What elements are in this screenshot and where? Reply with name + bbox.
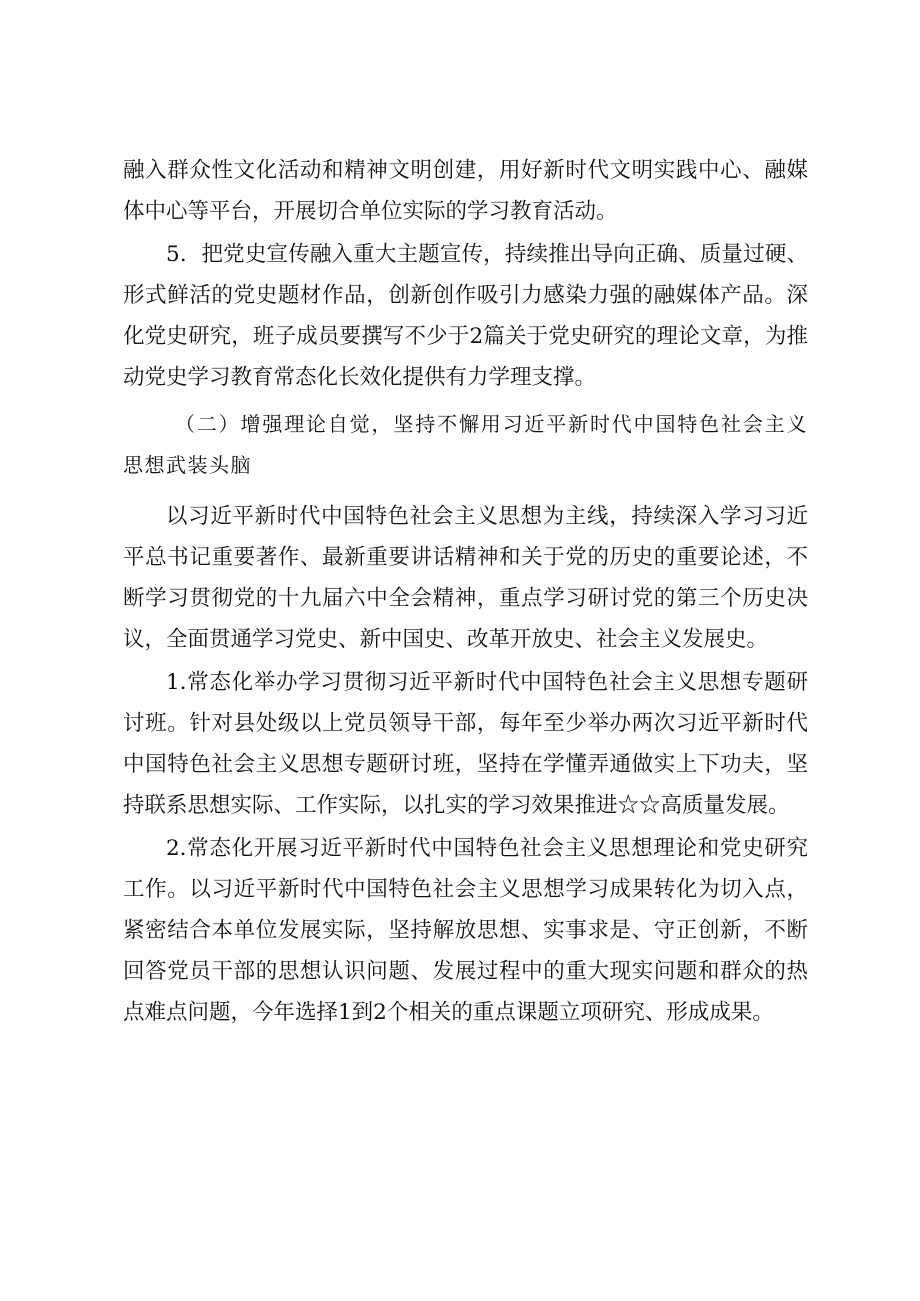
paragraph-continuation: 融入群众性文化活动和精神文明创建，用好新时代文明实践中心、融媒体中心等平台，开展切合单位实际的学习教育活动。: [123, 158, 808, 224]
section-heading-2: （二）增强理论自觉，坚持不懈用习近平新时代中国特色社会主义思想武装头脑: [123, 412, 808, 477]
paragraph-item-1: 1.常态化举办学习贯彻习近平新时代中国特色社会主义思想专题研讨班。针对县处级以上党员领导干部，每年至少举办两次习近平新时代中国特色社会主义思想专题研讨班，坚持在学懂弄通做实上下功夫，坚持联系思想实际、工作实际，以扎实的学习效果推进☆☆高质量发展。: [123, 670, 808, 818]
document-body: [123, 150, 808, 1033]
paragraph-intro: 以习近平新时代中国特色社会主义思想为主线，持续深入学习习近平总书记重要著作、最新重要讲话精神和关于党的历史的重要论述，不断学习贯彻党的十九届六中全会精神，重点学习研讨党的第三个历史决议，全面贯通学习党史、新中国史、改革开放史、社会主义发展史。: [123, 504, 808, 652]
paragraph-item-5: 5．把党史宣传融入重大主题宣传，持续推出导向正确、质量过硬、形式鲜活的党史题材作品，创新创作吸引力感染力强的融媒体产品。深化党史研究，班子成员要撰写不少于2篇关于党史研究的理论文章，为推动党史学习教育常态化长效化提供有力学理支撑。: [123, 242, 808, 390]
paragraph-item-2: 2.常态化开展习近平新时代中国特色社会主义思想理论和党史研究工作。以习近平新时代中国特色社会主义思想学习成果转化为切入点，紧密结合本单位发展实际，坚持解放思想、实事求是、守正创新，不断回答党员干部的思想认识问题、发展过程中的重大现实问题和群众的热点难点问题，今年选择1到2个相关的重点课题立项研究、形成成果。: [123, 836, 808, 1025]
